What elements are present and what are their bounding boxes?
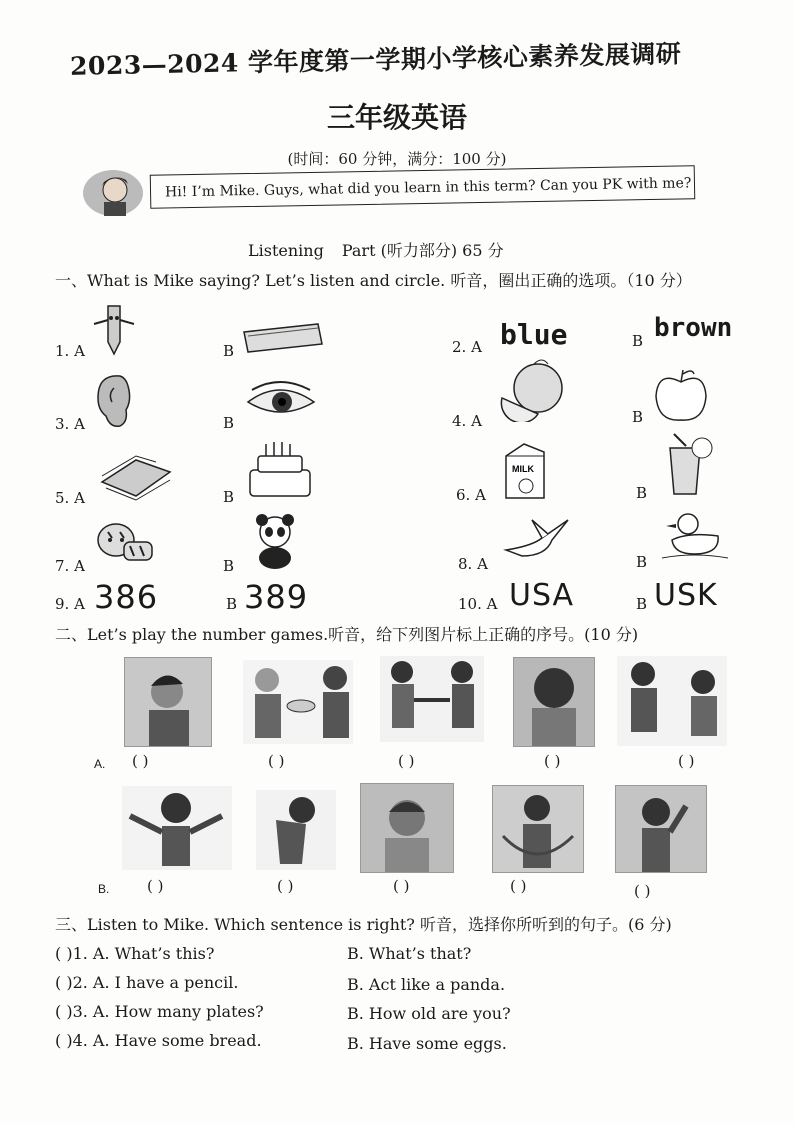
part-heading-a: Listening (248, 241, 324, 260)
q3-1-b: B. What’s that? (347, 944, 472, 963)
q3-2-b: B. Act like a panda. (347, 975, 506, 994)
time-info: (时间：60 分钟，满分：100 分) (287, 150, 507, 168)
orange-icon (498, 358, 570, 422)
photo-b3-touching-head-image (360, 783, 454, 873)
q9-b-label: B (226, 595, 238, 613)
q7-a-label: 7. A (55, 557, 85, 575)
row-a-label: A. (94, 757, 106, 771)
row-a-bracket-2: ( ) (268, 752, 285, 770)
q3-1-a: 1. A. What’s this? (72, 944, 215, 963)
q3-3 (55, 1002, 264, 1021)
row-b-bracket-5: ( ) (634, 882, 651, 900)
q8-a-label: 8. A (458, 555, 488, 573)
q6-b-label: B (636, 484, 648, 502)
q3-a-label: 3. A (55, 415, 85, 433)
row-b-bracket-2: ( ) (277, 877, 294, 895)
word-usk: USK (654, 578, 718, 613)
eye-icon (244, 376, 318, 426)
q3-1 (55, 944, 214, 963)
q3-2 (55, 973, 238, 992)
q10-b-label: B (636, 595, 648, 613)
apple-icon (650, 366, 712, 426)
exam-subtitle: 三年级英语 (326, 101, 467, 134)
q3-2-a: 2. A. I have a pencil. (72, 973, 239, 992)
number-386: 386 (94, 578, 159, 616)
pencil-box-icon (240, 318, 324, 356)
q7-b-label: B (223, 557, 235, 575)
number-389: 389 (244, 578, 309, 616)
birthday-cake-icon (242, 440, 318, 502)
q3-1-paren: ( ) (55, 944, 73, 963)
q9-a-label: 9. A (55, 595, 85, 613)
row-b-label: B. (98, 882, 110, 896)
q3-2-paren: ( ) (55, 973, 73, 992)
photo-b1-arms-open-image (122, 786, 232, 870)
photo-a2-giving-plate-image (243, 660, 353, 744)
photo-a5-two-kids-image (617, 656, 727, 746)
q1-a-label: 1. A (55, 342, 85, 360)
row-a-bracket-1: ( ) (132, 752, 149, 770)
q6-a-label: 6. A (456, 486, 486, 504)
section1-title: 一、What is Mike saying? Let’s listen and circle. 听音，圈出正确的选项。（10 分） (55, 271, 692, 290)
q10-a-label: 10. A (458, 595, 498, 613)
juice-glass-icon (656, 432, 716, 498)
q3-b-label: B (223, 414, 235, 432)
row-b-bracket-1: ( ) (147, 877, 164, 895)
word-brown: brown (654, 313, 733, 343)
photo-b2-bowing-image (256, 790, 336, 870)
tiger-icon (94, 518, 158, 568)
exam-title: 2023—2024 学年度第一学期小学核心素养发展调研 (69, 39, 682, 81)
mike-avatar-icon (82, 168, 144, 218)
duck-icon (658, 510, 730, 564)
row-a-bracket-3: ( ) (398, 752, 415, 770)
word-usa: USA (509, 578, 575, 613)
row-b-bracket-3: ( ) (393, 877, 410, 895)
milk-label: MILK (512, 464, 534, 474)
q5-b-label: B (223, 488, 235, 506)
section2-title: 二、Let’s play the number games.听音，给下列图片标上正确的序号。(10 分) (55, 625, 639, 644)
speech-bubble: Hi! I’m Mike. Guys, what did you learn in this term? Can you PK with me? (150, 165, 696, 209)
q1-b-label: B (223, 342, 235, 360)
q3-3-a: 3. A. How many plates? (72, 1002, 264, 1021)
bread-icon (96, 452, 174, 502)
panda-icon (248, 512, 302, 570)
q3-4-paren: ( ) (55, 1031, 73, 1050)
q8-b-label: B (636, 553, 648, 571)
part-heading-b: Part (听力部分) 65 分 (341, 241, 504, 260)
photo-b5-waving-image (615, 785, 707, 873)
ear-icon (90, 370, 134, 432)
milk-carton-icon (500, 442, 550, 502)
pencil-icon (90, 298, 138, 356)
q5-a-label: 5. A (55, 489, 85, 507)
photo-a1-boy-image (124, 657, 212, 747)
photo-a4-back-of-head-image (513, 657, 595, 747)
part-heading (248, 238, 522, 261)
photo-b4-turning-around-image (492, 785, 584, 873)
q3-3-b: B. How old are you? (347, 1004, 511, 1023)
word-blue: blue (500, 318, 568, 351)
photo-a3-handshake-image (380, 656, 484, 742)
q2-a-label: 2. A (452, 338, 482, 356)
q4-a-label: 4. A (452, 412, 482, 430)
q4-b-label: B (632, 408, 644, 426)
q3-4 (55, 1031, 262, 1050)
q3-4-a: 4. A. Have some bread. (72, 1031, 262, 1050)
row-b-bracket-4: ( ) (510, 877, 527, 895)
q2-b-label: B (632, 332, 644, 350)
section3-title: 三、Listen to Mike. Which sentence is right? 听音，选择你所听到的句子。(6 分) (55, 915, 672, 934)
bird-icon (502, 516, 572, 562)
row-a-bracket-5: ( ) (678, 752, 695, 770)
q3-3-paren: ( ) (55, 1002, 73, 1021)
row-a-bracket-4: ( ) (544, 752, 561, 770)
q3-4-b: B. Have some eggs. (347, 1034, 507, 1053)
